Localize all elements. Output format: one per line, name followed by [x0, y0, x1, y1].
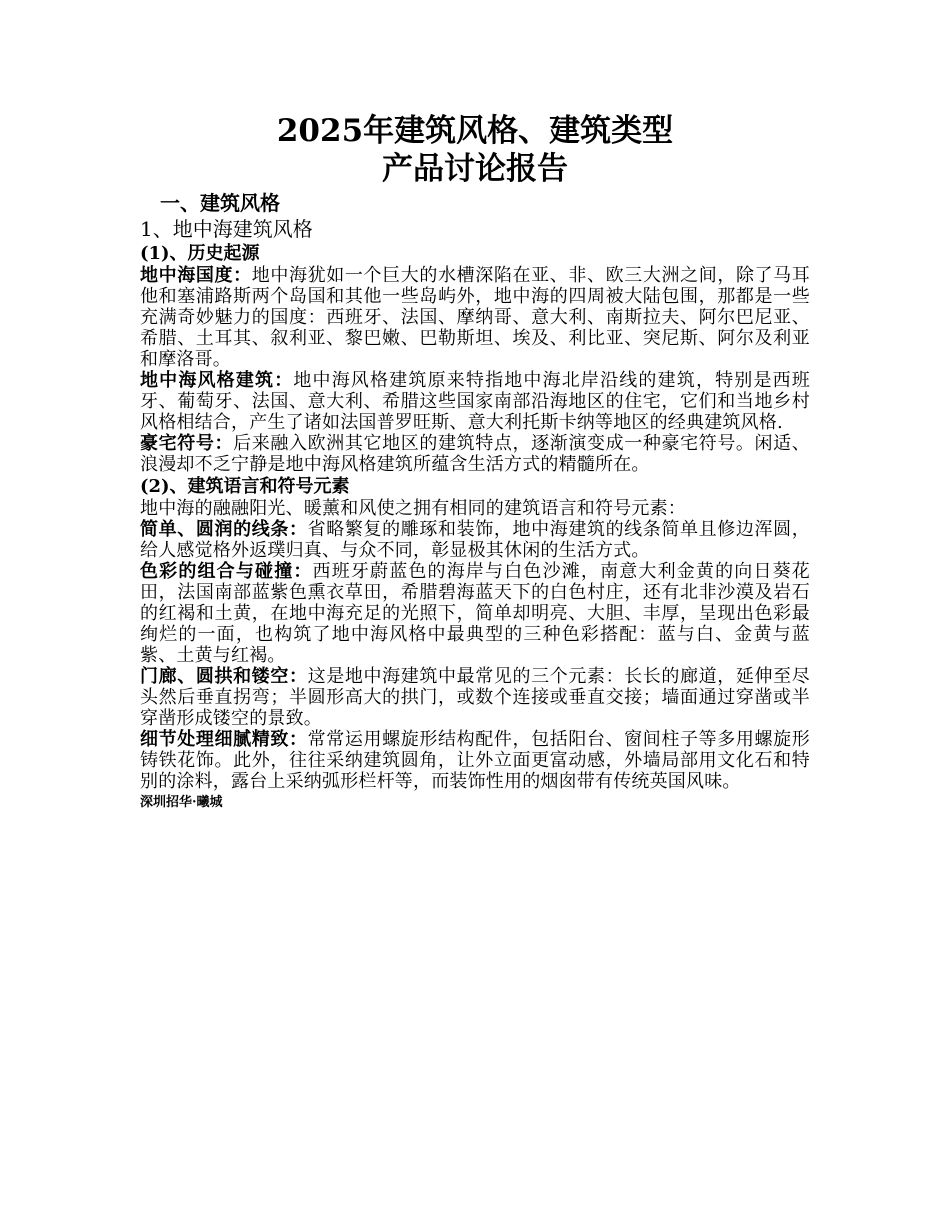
paragraph-luxury-symbol [140, 433, 810, 475]
document-page [140, 112, 810, 812]
paragraph-simple-lines [140, 519, 810, 561]
paragraph-lead: 门廊、圆拱和镂空： [140, 666, 308, 687]
project-caption: 深圳招华·曦城 [140, 795, 223, 810]
title-line-1: 2025年建筑风格、建筑类型 [276, 113, 674, 149]
paragraph-porch-arch-hollow [140, 666, 810, 729]
paragraph-text: 这是地中海建筑中最常见的三个元素：长长的廊道，延伸至尽头然后垂直拐弯；半圆形高大的拱门，或数个连接或垂直交接；墙面通过穿凿或半穿凿形成镂空的景致。 [140, 666, 810, 729]
subsection-heading-mediterranean: 1、地中海建筑风格 [140, 217, 313, 241]
paragraph-lead: 细节处理细腻精致： [140, 729, 308, 750]
paragraph-text: 后来融入欧洲其它地区的建筑特点，逐渐演变成一种豪宅符号。闲适、浪漫却不乏宁静是地中海风格建筑所蕴含生活方式的精髓所在。 [140, 433, 811, 475]
document-title [140, 112, 810, 188]
paragraph-mediterranean-countries [140, 265, 810, 370]
paragraph-lead: 地中海风格建筑： [140, 370, 294, 391]
paragraph-mediterranean-architecture [140, 370, 810, 433]
paragraph-detail-handling [140, 729, 810, 792]
paragraph-text: 西班牙蔚蓝色的海岸与白色沙滩，南意大利金黄的向日葵花田，法国南部蓝紫色熏衣草田，希腊碧海蓝天下的白色村庄，还有北非沙漠及岩石的红褐和土黄，在地中海充足的光照下，简单却明亮、大胆、丰厚，呈现出色彩最绚烂的一面，也构筑了地中海风格中最典型的三种色彩搭配：蓝与白、金黄与蓝紫、土黄与红褐。 [140, 561, 810, 666]
part-heading-history: (1)、历史起源 [140, 243, 260, 264]
paragraph-lead: 色彩的组合与碰撞： [140, 561, 313, 582]
title-line-2: 产品讨论报告 [382, 151, 568, 187]
paragraph-intro-elements: 地中海的融融阳光、暖薰和风使之拥有相同的建筑语言和符号元素： [140, 498, 686, 519]
section-heading-architecture-styles: 一、建筑风格 [160, 191, 280, 215]
paragraph-lead: 地中海国度： [140, 265, 252, 286]
paragraph-lead: 豪宅符号： [140, 433, 234, 454]
paragraph-text: 地中海风格建筑原来特指地中海北岸沿线的建筑，特别是西班牙、葡萄牙、法国、意大利、希腊这些国家南部沿海地区的住宅，它们和当地乡村风格相结合，产生了诸如法国普罗旺斯、意大利托斯卡纳等地区的经典建筑风格. [140, 370, 810, 433]
paragraph-text: 省略繁复的雕琢和装饰，地中海建筑的线条简单且修边浑圆，给人感觉格外返璞归真、与众不同，彰显极其休闲的生活方式。 [140, 519, 810, 561]
paragraph-color-combination [140, 561, 810, 666]
paragraph-text: 常常运用螺旋形结构配件，包括阳台、窗间柱子等多用螺旋形铸铁花饰。此外，往往采纳建筑圆角，让外立面更富动感，外墙局部用文化石和特别的涂料，露台上采纳弧形栏杆等，而装饰性用的烟囱带有传统英国风味。 [140, 729, 810, 792]
paragraph-lead: 简单、圆润的线条： [140, 519, 308, 540]
paragraph-text: 地中海犹如一个巨大的水槽深陷在亚、非、欧三大洲之间，除了马耳他和塞浦路斯两个岛国和其他一些岛屿外，地中海的四周被大陆包围，那都是一些充满奇妙魅力的国度：西班牙、法国、摩纳哥、意大利、南斯拉夫、阿尔巴尼亚、希腊、土耳其、叙利亚、黎巴嫩、巴勒斯坦、埃及、利比亚、突尼斯、阿尔及利亚和摩洛哥。 [140, 265, 811, 370]
part-heading-language-elements: (2)、建筑语言和符号元素 [140, 476, 350, 497]
